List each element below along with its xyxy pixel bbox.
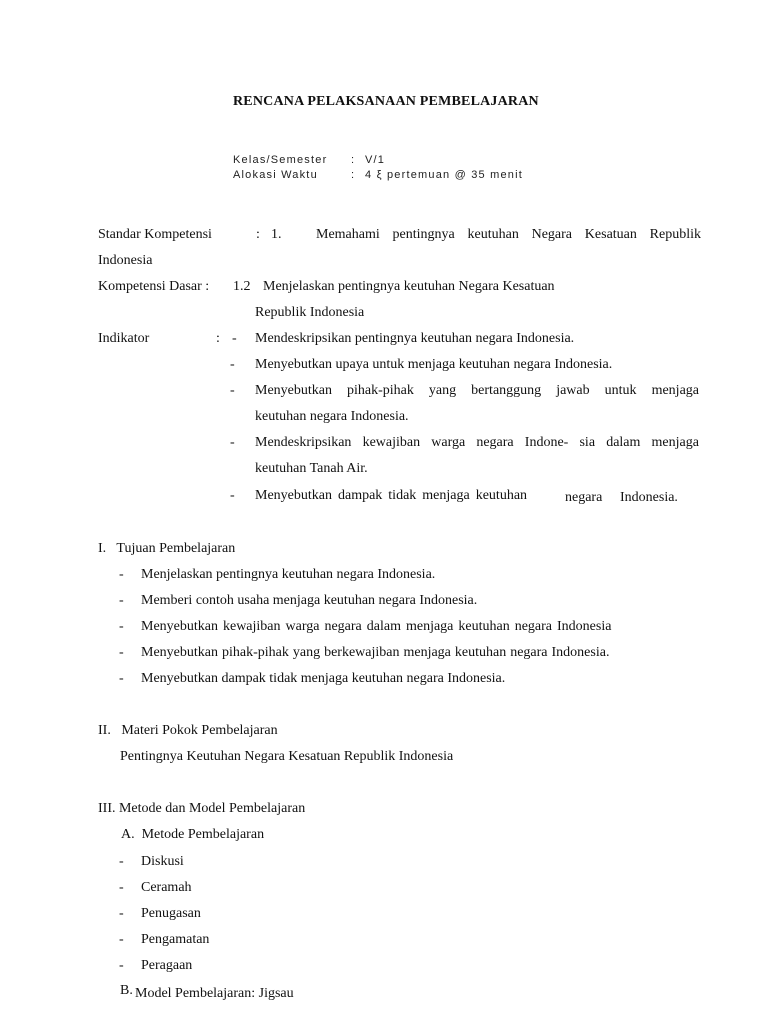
standar-text-line2: Indonesia (98, 253, 153, 268)
meta-value-kelas: V/1 (365, 154, 386, 166)
word: pentingnya (392, 227, 455, 242)
materi-text: Pentingnya Keutuhan Negara Kesatuan Republik Indonesia (120, 749, 454, 764)
word: warga (431, 435, 466, 450)
word: Mendeskripsikan (255, 435, 352, 450)
tujuan-dash: - (119, 645, 124, 660)
metode-sub-b-letter: B. (120, 983, 133, 998)
word: Negara (531, 227, 573, 242)
word: kewajiban (362, 435, 421, 450)
tujuan-item: Menyebutkan dampak tidak menjaga keutuhan negara Indonesia. (141, 671, 506, 686)
tujuan-dash: - (119, 619, 124, 634)
meta-sep: : (351, 169, 356, 181)
indikator-item-5: Menyebutkan dampak tidak menjaga keutuhan (255, 488, 528, 503)
materi-heading: II. Materi Pokok Pembelajaran (98, 723, 278, 738)
tujuan-dash: - (119, 671, 124, 686)
metode-item: Peragaan (141, 958, 193, 973)
metode-dash: - (119, 880, 124, 895)
metode-dash: - (119, 906, 124, 921)
word: dalam (606, 435, 641, 450)
indikator-item-4-line2: keutuhan Tanah Air. (255, 461, 368, 476)
word: Indone- (524, 435, 569, 450)
kompetensi-label: Kompetensi Dasar : (98, 279, 210, 294)
standar-text (316, 226, 701, 244)
word: untuk (604, 383, 637, 398)
kompetensi-number: 1.2 (233, 279, 251, 294)
indikator-dash: - (230, 357, 235, 372)
indikator-dash: - (230, 435, 235, 450)
metode-item: Diskusi (141, 854, 184, 869)
metode-item: Penugasan (141, 906, 201, 921)
word: bertanggung (471, 383, 542, 398)
page-title: RENCANA PELAKSANAAN PEMBELAJARAN (233, 94, 539, 109)
indikator-item-5-word: negara (565, 490, 603, 505)
word: menjaga (651, 383, 699, 398)
standar-sep: : (256, 227, 260, 242)
meta-label-kelas: Kelas/Semester (233, 154, 328, 166)
word: keutuhan (467, 227, 519, 242)
indikator-dash: - (230, 488, 235, 503)
tujuan-item: Memberi contoh usaha menjaga keutuhan negara Indonesia. (141, 593, 478, 608)
indikator-item-5-word: Indonesia. (620, 490, 678, 505)
word: pihak-pihak (347, 383, 414, 398)
word: negara (476, 435, 514, 450)
metode-item: Pengamatan (141, 932, 210, 947)
word: Memahami (316, 227, 380, 242)
metode-heading: III. Metode dan Model Pembelajaran (98, 801, 306, 816)
tujuan-item: Menyebutkan kewajiban warga negara dalam menjaga keutuhan negara Indonesia (141, 619, 612, 634)
tujuan-dash: - (119, 593, 124, 608)
metode-item: Ceramah (141, 880, 192, 895)
indikator-dash: - (230, 383, 235, 398)
tujuan-item: Menjelaskan pentingnya keutuhan negara Indonesia. (141, 567, 436, 582)
word: sia (579, 435, 596, 450)
word: Menyebutkan (255, 383, 332, 398)
kompetensi-text: Menjelaskan pentingnya keutuhan Negara Kesatuan (263, 279, 555, 294)
word: yang (428, 383, 457, 398)
tujuan-heading: I. Tujuan Pembelajaran (98, 541, 236, 556)
word: jawab (556, 383, 590, 398)
tujuan-item: Menyebutkan pihak-pihak yang berkewajiban menjaga keutuhan negara Indonesia. (141, 645, 610, 660)
indikator-sep: : (216, 331, 220, 346)
indikator-item-4 (255, 434, 699, 452)
word: Republik (649, 227, 701, 242)
metode-sub-b-text: Model Pembelajaran: Jigsau (135, 986, 294, 1001)
metode-dash: - (119, 958, 124, 973)
indikator-item-3-line2: keutuhan negara Indonesia. (255, 409, 409, 424)
word: Kesatuan (584, 227, 637, 242)
indikator-dash: - (232, 331, 237, 346)
metode-sub-a: A. Metode Pembelajaran (121, 827, 265, 842)
indikator-item-2: Menyebutkan upaya untuk menjaga keutuhan negara Indonesia. (255, 357, 613, 372)
indikator-label: Indikator (98, 331, 150, 346)
meta-sep: : (351, 154, 356, 166)
tujuan-dash: - (119, 567, 124, 582)
standar-label: Standar Kompetensi (98, 227, 212, 242)
metode-dash: - (119, 932, 124, 947)
indikator-item-3 (255, 382, 699, 400)
metode-dash: - (119, 854, 124, 869)
indikator-item-1: Mendeskripsikan pentingnya keutuhan negara Indonesia. (255, 331, 575, 346)
meta-label-alokasi: Alokasi Waktu (233, 169, 318, 181)
word: menjaga (651, 435, 699, 450)
kompetensi-text-line2: Republik Indonesia (255, 305, 365, 320)
standar-number: 1. (271, 227, 282, 242)
meta-value-alokasi: 4 ξ pertemuan @ 35 menit (365, 169, 524, 181)
